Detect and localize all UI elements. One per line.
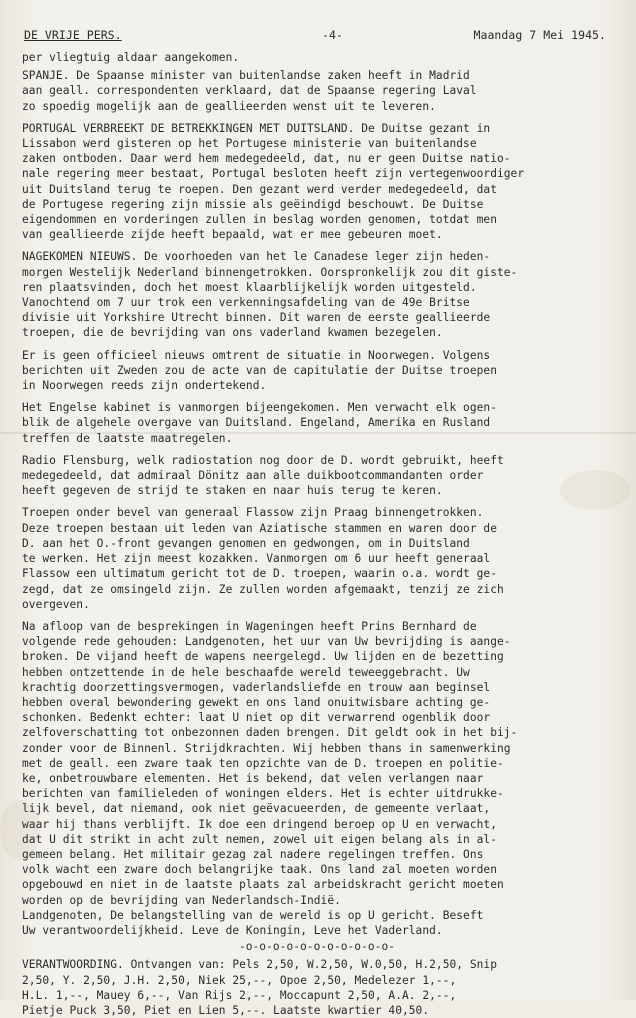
text-line: Uw verantwoordelijkheid. Leve de Koningin, Leve het Vaderland. [22,923,443,937]
text-line: D. aan het O.-front gevangen genomen en gedwongen, om in Duitsland [22,536,470,550]
text-line: nale regering meer bestaat, Portugal besloten heeft zijn vertegenwoordiger [22,167,525,181]
text-line: uit Duitsland terug te roepen. Den gezant werd verder medegedeeld, dat [22,182,497,196]
text-line: ke, onbetrouwbare elementen. Het is bekend, dat velen verlangen naar [22,771,484,785]
text-line: waar hij thans verblijft. Ik doe een dringend beroep op U en verwacht, [22,817,497,831]
text-line: Pietje Puck 3,50, Piet en Lien 5,--. Laatste kwartier 40,50. [22,1003,430,1017]
text-line: troepen, die de bevrijding van ons vaderland kwamen bezegelen. [22,326,443,340]
text-line: 2,50, Y. 2,50, J.H. 2,50, Niek 25,--, Opoe 2,50, Medelezer 1,--, [22,973,457,987]
text-line: ren plaatsvinden, doch het moest klaarblijkelijk worden uitgesteld. [22,280,477,294]
text-line: krachtig doorzettingsvermogen, vaderlandsliefde en trouw aan beginsel [22,680,491,694]
text-line: Troepen onder bevel van generaal Flassow zijn Praag binnengetrokken. [22,506,484,520]
text-line: broken. De vijand heeft de wapens neergelegd. Uw lijden en de bezetting [22,650,504,664]
text-line: NAGEKOMEN NIEUWS. De voorhoeden van het le Canadese leger zijn heden- [22,250,491,264]
article-paragraph [22,121,612,243]
article-paragraph [22,400,612,446]
text-line: dat U dit strikt in acht zult nemen, zowel uit eigen belang als in al- [22,832,497,846]
articles [22,50,612,938]
text-line: hebben overal bewondering gewekt en ons land onuitwisbare achting ge- [22,695,491,709]
text-line: per vliegtuig aldaar aangekomen. [22,51,240,64]
article-paragraph [22,619,612,938]
article-paragraph [22,50,612,65]
text-line: overgeven. [22,597,90,611]
document-body [22,28,612,1018]
text-line: Na afloop van de besprekingen in Wageningen heeft Prins Bernhard de [22,619,477,633]
text-line: in Noorwegen reeds zijn ondertekend. [22,379,267,393]
text-line: Radio Flensburg, welk radiostation nog door de D. wordt gebruikt, heeft [22,453,504,467]
article-paragraph [22,68,612,114]
text-line: zegd, dat ze omsingeld zijn. Ze zullen worden afgemaakt, tenzij ze zich [22,582,504,596]
text-line: SPANJE. De Spaanse minister van buitenlandse zaken heeft in Madrid [22,69,470,83]
page-number: -4- [322,28,343,42]
text-line: met de geall. een zware taak ten opzichte van de D. troepen en politie- [22,756,504,770]
text-line: Deze troepen bestaan uit leden van Aziatische stammen en waren door de [22,521,497,535]
text-line: te werken. Het zijn meest kozakken. Vanmorgen om 6 uur heeft generaal [22,552,491,566]
text-line: opgebouwd en niet in de laatste plaats zal arbeidskracht gericht moeten [22,878,504,892]
text-line: H.L. 1,--, Mauey 6,--, Van Rijs 2,--, Moccapunt 2,50, A.A. 2,--, [22,988,457,1002]
text-line: zo spoedig mogelijk aan de geallieerden wenst uit te leveren. [22,99,436,113]
text-line: de Portugese regering zijn missie als geëindigd beschouwt. De Duitse [22,197,484,211]
text-line: lijk bevel, dat niemand, ook niet geëvacueerden, de gemeente verlaat, [22,802,491,816]
text-line: Vanochtend om 7 uur trok een verkenningsafdeling van de 49e Britse [22,296,470,310]
text-line: volk wacht een zware doch belangrijke taak. Ons land zal moeten worden [22,863,497,877]
text-line: PORTUGAL VERBREEKT DE BETREKKINGEN MET DUITSLAND. De Duitse gezant in [22,121,491,135]
text-line: berichten uit Zweden zou de acte van de capitulatie der Duitse troepen [22,363,497,377]
text-line: morgen Westelijk Nederland binnengetrokken. Oorspronkelijk zou dit giste- [22,265,518,279]
text-line: Landgenoten, De belangstelling van de wereld is op U gericht. Beseft [22,908,484,922]
section-separator: -o-o-o-o-o-o-o-o-o-o-o- [238,940,396,954]
text-line: eigendommen en vorderingen zullen in beslag worden genomen, totdat men [22,213,497,227]
acknowledgement-section [22,957,612,1018]
text-line: Het Engelse kabinet is vanmorgen bijeengekomen. Men verwacht elk ogen- [22,401,497,415]
text-line: schonken. Bedenkt echter: laat U niet op dit verwarrend ogenblik door [22,711,491,725]
text-line: zonder voor de Binnenl. Strijdkrachten. Wij hebben thans in samenwerking [22,741,511,755]
text-line: van geallieerde zijde heeft bepaald, wat er mee gebeuren moet. [22,228,443,242]
article-paragraph [22,249,612,340]
text-line: gemeen belang. Het militair gezag zal nadere regelingen treffen. Ons [22,847,484,861]
text-line: divisie uit Yorkshire Utrecht binnen. Dit waren de eerste geallieerde [22,311,491,325]
text-line: medegedeeld, dat admiraal Dönitz aan alle duikbootcommandanten order [22,469,484,483]
text-line: Flassow een ultimatum gericht tot de D. troepen, waarin o.a. wordt ge- [22,567,497,581]
text-line: zaken ontboden. Daar werd hem medegedeeld, dat, nu er geen Duitse natio- [22,152,511,166]
text-line: Er is geen officieel nieuws omtrent de situatie in Noorwegen. Volgens [22,348,491,362]
text-line: aan geall. correspondenten verklaard, dat de Spaanse regering Laval [22,84,477,98]
article-paragraph [22,348,612,394]
text-line: volgende rede gehouden: Landgenoten, het uur van Uw bevrijding is aange- [22,635,511,649]
text-line: blik de algehele overgave van Duitsland. Engeland, Amerika en Rusland [22,416,491,430]
text-line: VERANTWOORDING. Ontvangen van: Pels 2,50, W.2,50, W.0,50, H.2,50, Snip [22,958,497,972]
text-line: treffen de laatste maatregelen. [22,431,233,445]
article-paragraph [22,505,612,611]
newspaper-title: DE VRIJE PERS. [24,28,122,42]
text-line: hebben ontzettende in de hele beschaafde wereld teweeggebracht. Uw [22,665,470,679]
text-line: berichten van familieleden of woningen elders. Het is echter uitdrukke- [22,787,504,801]
text-line: worden op de bevrijding van Nederlandsch-Indië. [22,893,341,907]
text-line: heeft gegeven de strijd te staken en naar huis terug te keren. [22,484,443,498]
issue-date: Maandag 7 Mei 1945. [473,28,606,42]
page-header [22,28,612,46]
text-line: Lissabon werd gisteren op het Portugese ministerie van buitenlandse [22,137,477,151]
article-paragraph [22,453,612,499]
text-line: zelfoverschatting tot onbezonnen daden brengen. Dit geldt ook in het bij- [22,726,518,740]
